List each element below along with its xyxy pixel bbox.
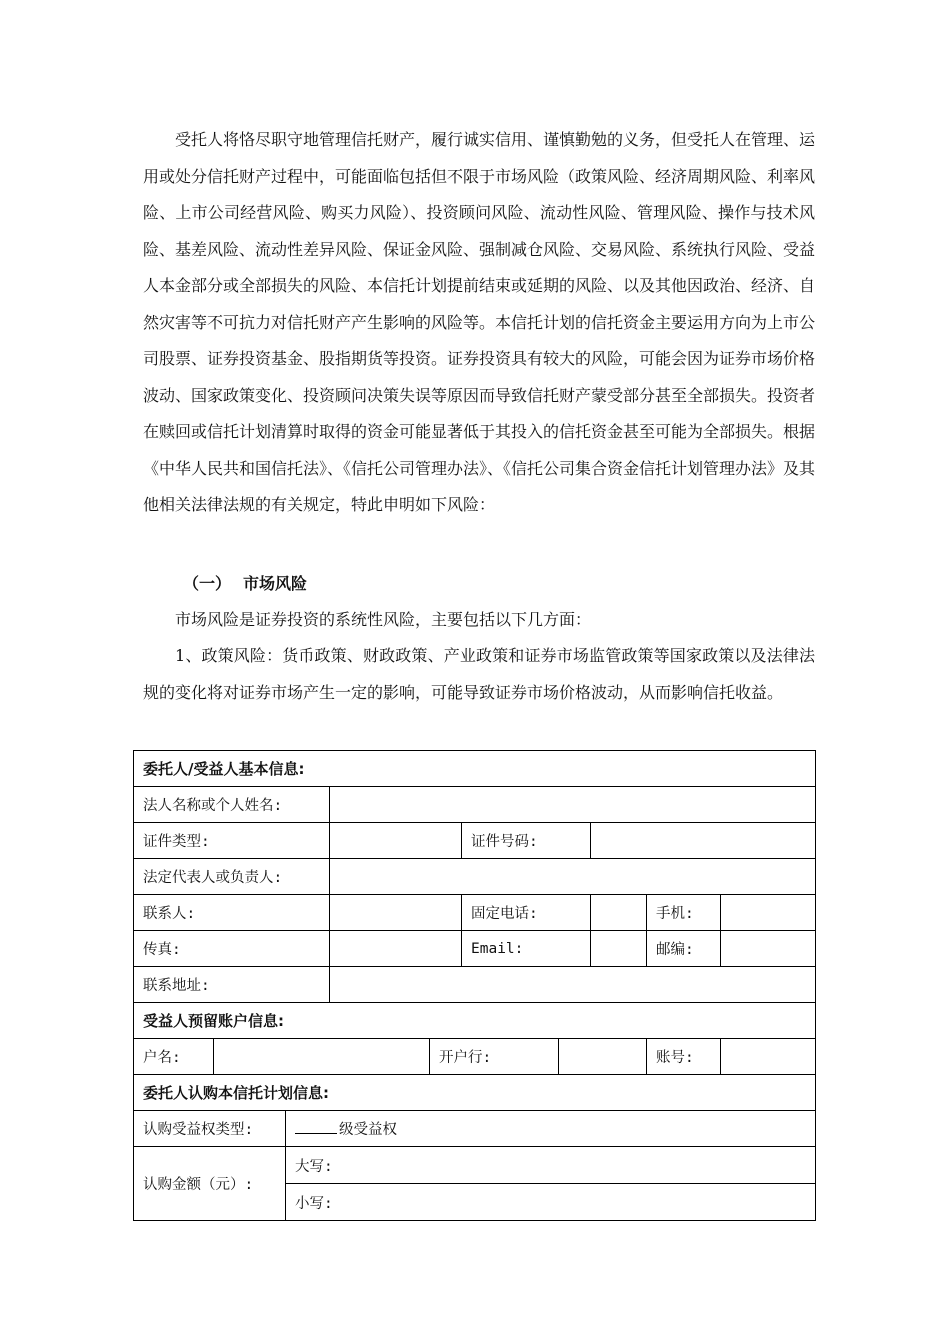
amount-lower-field[interactable] [286,1184,816,1221]
amount-upper-field[interactable] [286,1147,816,1184]
risk-intro-paragraph: 受托人将恪尽职守地管理信托财产，履行诚实信用、谨慎勤勉的义务，但受托人在管理、运用或处分信托财产过程中，可能面临包括但不限于市场风险（政策风险、经济周期风险、利率风险、上市公司经营风险、购买力风险）、投资顾问风险、流动性风险、管理风险、操作与技术风险、基差风险、流动性差异风险、保证金风险、强制减仓风险、交易风险、系统执行风险、受益人本金部分或全部损失的风险、本信托计划提前结束或延期的风险、以及其他因政治、经济、自然灾害等不可抗力对信托财产产生影响的风险等。本信托计划的信托资金主要运用方向为上市公司股票、证券投资基金、股指期货等投资。证券投资具有较大的风险，可能会因为证券市场价格波动、国家政策变化、投资顾问决策失误等原因而导致信托财产蒙受部分甚至全部损失。投资者在赎回或信托计划清算时取得的资金可能显著低于其投入的信托资金甚至可能为全部损失。根据《中华人民共和国信托法》、《信托公司管理办法》、《信托公司集合资金信托计划管理办法》及其他相关法律法规的有关规定，特此申明如下风险： [143,130,816,514]
email-label: Email: [462,931,591,967]
market-risk-paragraph: 市场风险是证券投资的系统性风险，主要包括以下几方面： [175,610,592,629]
amount-label: 认购金额（元）: [134,1147,286,1221]
postcode-label: 邮编: [647,931,721,967]
postcode-field[interactable] [721,931,816,967]
contact-label: 联系人: [134,895,330,931]
subscription-info-form [133,750,816,1221]
contact-field[interactable] [330,895,462,931]
id-number-label: 证件号码: [462,823,591,859]
legal-rep-label: 法定代表人或负责人: [134,859,330,895]
client-info-section-header: 委托人/受益人基本信息: [134,751,816,787]
mobile-label: 手机: [647,895,721,931]
account-name-label: 户名: [134,1039,214,1075]
fax-field[interactable] [330,931,462,967]
benefit-type-suffix: 级受益权 [339,1122,397,1138]
id-type-label: 证件类型: [134,823,330,859]
account-number-field[interactable] [721,1039,816,1075]
address-field[interactable] [330,967,816,1003]
legal-rep-field[interactable] [330,859,816,895]
name-label: 法人名称或个人姓名: [134,787,330,823]
benefit-type-field[interactable] [286,1111,816,1147]
account-info-section-header: 受益人预留账户信息: [134,1003,816,1039]
id-type-field[interactable] [330,823,462,859]
address-label: 联系地址: [134,967,330,1003]
benefit-type-label: 认购受益权类型: [134,1111,286,1147]
fax-label: 传真: [134,931,330,967]
section-number: （一） [183,574,232,593]
benefit-level-blank[interactable] [295,1119,337,1134]
id-number-field[interactable] [591,823,816,859]
subscription-section-header: 委托人认购本信托计划信息: [134,1075,816,1111]
section-title: 市场风险 [243,574,308,593]
bank-field[interactable] [559,1039,647,1075]
policy-risk-paragraph: 1、政策风险：货币政策、财政政策、产业政策和证券市场监管政策等国家政策以及法律法规的变化将对证券市场产生一定的影响，可能导致证券市场价格波动，从而影响信托收益。 [143,646,815,702]
bank-label: 开户行: [430,1039,559,1075]
phone-field[interactable] [591,895,647,931]
account-number-label: 账号: [647,1039,721,1075]
amount-upper-label: 大写: [295,1158,333,1175]
mobile-field[interactable] [721,895,816,931]
section-heading [183,566,855,603]
phone-label: 固定电话: [462,895,591,931]
email-field[interactable] [591,931,647,967]
name-field[interactable] [330,787,816,823]
amount-lower-label: 小写: [295,1195,333,1212]
account-name-field[interactable] [214,1039,430,1075]
